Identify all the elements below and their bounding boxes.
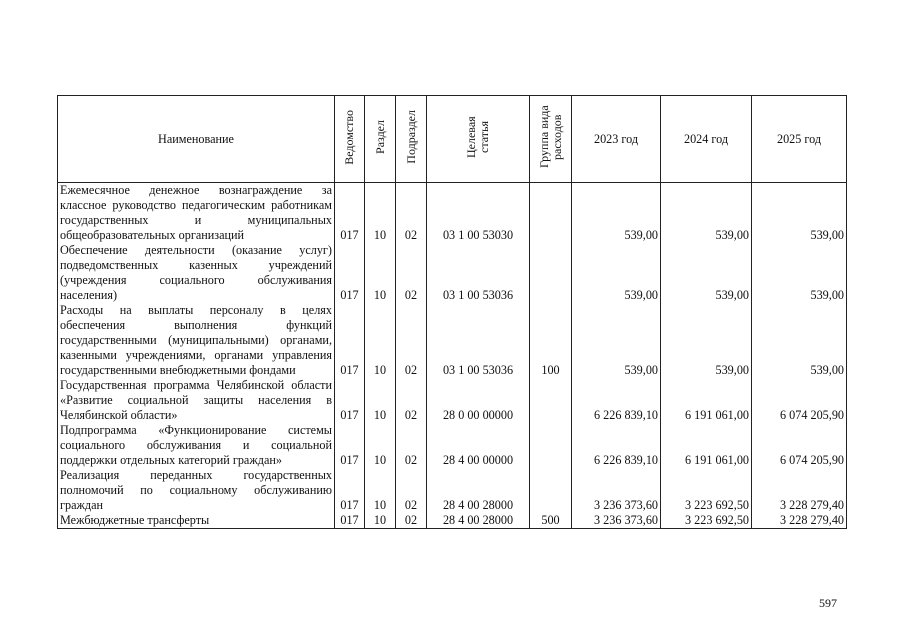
- row-2025: 6 074 205,90: [752, 378, 847, 423]
- row-podrazdel: 02: [396, 303, 427, 378]
- row-celevaya: 28 4 00 28000: [427, 513, 530, 529]
- header-razdel: [365, 96, 396, 183]
- row-2024: 6 191 061,00: [661, 378, 752, 423]
- row-razdel: 10: [365, 378, 396, 423]
- row-2023: 6 226 839,10: [572, 378, 661, 423]
- header-2023-label: 2023 год: [593, 131, 639, 146]
- row-celevaya: 28 4 00 28000: [427, 468, 530, 513]
- row-celevaya: 03 1 00 53036: [427, 303, 530, 378]
- row-name: Государственная программа Челябинской области «Развитие социальной защиты населения в Челябинской области»: [58, 378, 335, 423]
- table-header: [58, 96, 847, 183]
- row-2024: 6 191 061,00: [661, 423, 752, 468]
- row-razdel: 10: [365, 513, 396, 529]
- row-razdel: 10: [365, 243, 396, 303]
- row-vedomstvo: 017: [335, 468, 365, 513]
- row-podrazdel: 02: [396, 243, 427, 303]
- row-2023: 539,00: [572, 243, 661, 303]
- header-gruppa: [530, 96, 572, 183]
- row-celevaya: 28 0 00 00000: [427, 378, 530, 423]
- row-name: Межбюджетные трансферты: [58, 513, 335, 529]
- row-name: Ежемесячное денежное вознаграждение за классное руководство педагогическим работникам государственных и муниципальных общеобразовательных организаций: [58, 183, 335, 244]
- header-celevaya-label: Целевая статья: [464, 116, 491, 158]
- table-row: [58, 468, 847, 513]
- row-2024: 539,00: [661, 303, 752, 378]
- row-name: Обеспечение деятельности (оказание услуг) подведомственных казенных учреждений (учреждения социального обслуживания населения): [58, 243, 335, 303]
- row-razdel: 10: [365, 183, 396, 244]
- header-gruppa-label: Группа вида расходов: [536, 105, 564, 169]
- header-2025-label: 2025 год: [776, 131, 822, 146]
- row-celevaya: 03 1 00 53030: [427, 183, 530, 244]
- row-name: Подпрограмма «Функционирование системы социального обслуживания и социальной поддержки отдельных категорий граждан»: [58, 423, 335, 468]
- row-2025: 3 228 279,40: [752, 513, 847, 529]
- row-2025: 539,00: [752, 303, 847, 378]
- row-gruppa: [530, 243, 572, 303]
- row-razdel: 10: [365, 468, 396, 513]
- row-podrazdel: 02: [396, 468, 427, 513]
- budget-table: [57, 95, 847, 529]
- row-razdel: 10: [365, 303, 396, 378]
- table-row: [58, 303, 847, 378]
- table-row: [58, 423, 847, 468]
- table-row: [58, 378, 847, 423]
- header-name-label: Наименование: [158, 131, 234, 146]
- row-gruppa: 500: [530, 513, 572, 529]
- row-podrazdel: 02: [396, 513, 427, 529]
- row-2024: 539,00: [661, 243, 752, 303]
- row-celevaya: 28 4 00 00000: [427, 423, 530, 468]
- row-podrazdel: 02: [396, 423, 427, 468]
- row-podrazdel: 02: [396, 183, 427, 244]
- row-vedomstvo: 017: [335, 303, 365, 378]
- row-2025: 539,00: [752, 243, 847, 303]
- row-gruppa: [530, 468, 572, 513]
- row-2025: 3 228 279,40: [752, 468, 847, 513]
- row-vedomstvo: 017: [335, 243, 365, 303]
- row-2024: 539,00: [661, 183, 752, 244]
- header-celevaya: [427, 96, 530, 183]
- header-razdel-label: Раздел: [372, 120, 387, 154]
- table-row: [58, 183, 847, 244]
- row-2025: 6 074 205,90: [752, 423, 847, 468]
- row-razdel: 10: [365, 423, 396, 468]
- row-2024: 3 223 692,50: [661, 513, 752, 529]
- row-vedomstvo: 017: [335, 378, 365, 423]
- row-2023: 539,00: [572, 183, 661, 244]
- row-vedomstvo: 017: [335, 183, 365, 244]
- header-podrazdel-label: Подраздел: [403, 110, 418, 164]
- row-gruppa: [530, 423, 572, 468]
- row-2024: 3 223 692,50: [661, 468, 752, 513]
- table-body: [58, 183, 847, 529]
- row-celevaya: 03 1 00 53036: [427, 243, 530, 303]
- row-2023: 3 236 373,60: [572, 468, 661, 513]
- row-gruppa: 100: [530, 303, 572, 378]
- page-number: 597: [819, 596, 837, 610]
- header-2024: [661, 96, 752, 183]
- row-gruppa: [530, 378, 572, 423]
- header-2024-label: 2024 год: [683, 131, 729, 146]
- row-2023: 539,00: [572, 303, 661, 378]
- table-row: [58, 513, 847, 529]
- header-2023: [572, 96, 661, 183]
- row-name: Реализация переданных государственных полномочий по социальному обслуживанию граждан: [58, 468, 335, 513]
- header-2025: [752, 96, 847, 183]
- table-row: [58, 243, 847, 303]
- row-2025: 539,00: [752, 183, 847, 244]
- row-podrazdel: 02: [396, 378, 427, 423]
- row-2023: 6 226 839,10: [572, 423, 661, 468]
- row-2023: 3 236 373,60: [572, 513, 661, 529]
- row-name: Расходы на выплаты персоналу в целях обеспечения выполнения функций государственными (муниципальными) органами, казенными учреждениями, органами управления государственными внебюджетными фондами: [58, 303, 335, 378]
- row-vedomstvo: 017: [335, 513, 365, 529]
- header-vedomstvo-label: Ведомство: [342, 109, 356, 165]
- row-vedomstvo: 017: [335, 423, 365, 468]
- header-vedomstvo: [335, 96, 365, 183]
- header-name: [58, 96, 335, 183]
- row-gruppa: [530, 183, 572, 244]
- header-podrazdel: [396, 96, 427, 183]
